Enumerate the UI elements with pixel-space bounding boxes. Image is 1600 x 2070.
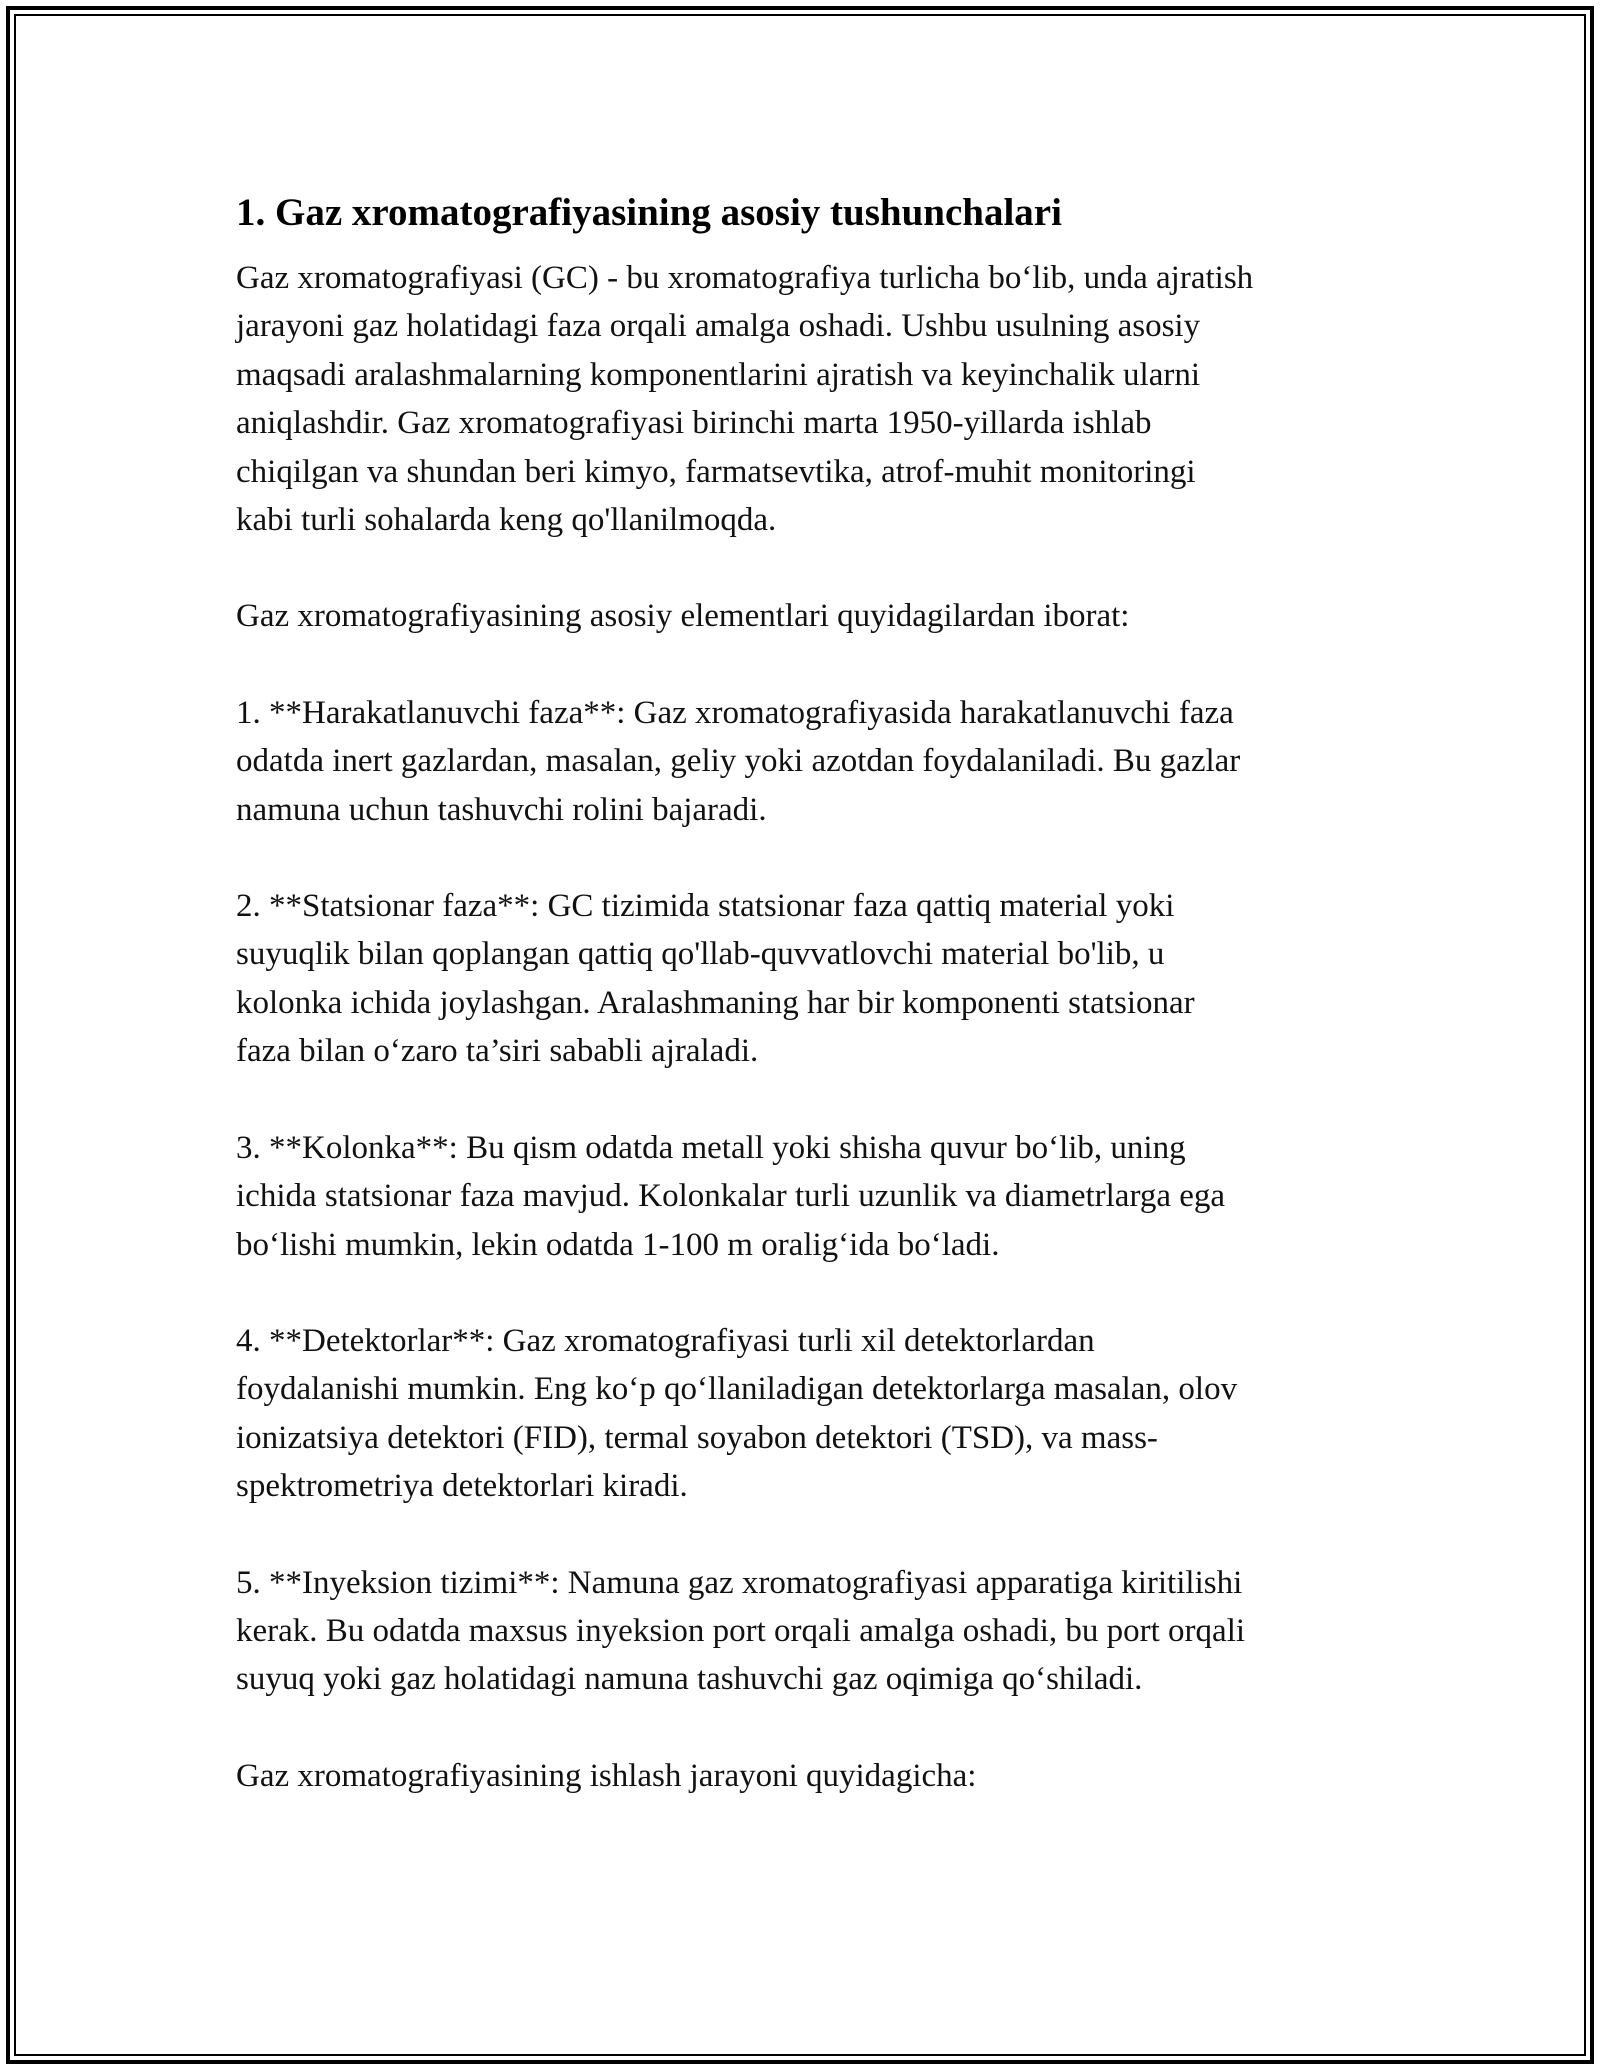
list-item-mobile-phase: 1. **Harakatlanuvchi faza**: Gaz xromatografiyasida harakatlanuvchi faza odatda inert gazlardan, masalan, geliy yoki azotdan foydalaniladi. Bu gazlar namuna uchun tashuvchi rolini bajaradi. <box>236 694 1241 828</box>
paragraph-elements-lead: Gaz xromatografiyasining asosiy elementlari quyidagilardan iborat: <box>236 598 1130 635</box>
list-item-injection-system: 5. **Inyeksion tizimi**: Namuna gaz xromatografiyasi apparatiga kiritilishi kerak. Bu odatda maxsus inyeksion port orqali amalga oshadi, bu port orqali suyuq yoki gaz holatidagi namuna tashuvchi gaz oqimiga qo‘shiladi. <box>236 1564 1246 1698</box>
section-heading: 1. Gaz xromatografiyasining asosiy tushunchalari <box>236 191 1062 234</box>
list-item-column: 3. **Kolonka**: Bu qism odatda metall yoki shisha quvur bo‘lib, uning ichida statsionar faza mavjud. Kolonkalar turli uzunlik va diametrlarga ega bo‘lishi mumkin, lekin odatda 1-100 m oralig‘ida bo‘ladi. <box>236 1129 1226 1263</box>
paragraph-process-lead: Gaz xromatografiyasining ishlash jarayoni quyidagicha: <box>236 1757 977 1794</box>
list-item-stationary-phase: 2. **Statsionar faza**: GC tizimida statsionar faza qattiq material yoki suyuqlik bilan qoplangan qattiq qo'llab-quvvatlovchi material bo'lib, u kolonka ichida joylashgan. Aralashmaning har bir komponenti statsionar faza bilan o‘zaro ta’siri sababli ajraladi. <box>236 888 1195 1070</box>
paragraph-intro: Gaz xromatografiyasi (GC) - bu xromatografiya turlicha bo‘lib, unda ajratish jarayoni gaz holatidagi faza orqali amalga oshadi. Ushbu usulning asosiy maqsadi aralashmalarning komponentlarini ajratish va keyinchalik ularni aniqlashdir. Gaz xromatografiyasi birinchi marta 1950-yillarda ishlab chiqilgan va shundan beri kimyo, farmatsevtika, atrof-muhit monitoringi kabi turli sohalarda keng qo'llanilmoqda. <box>236 260 1254 539</box>
list-item-detectors: 4. **Detektorlar**: Gaz xromatografiyasi turli xil detektorlardan foydalanishi mumkin. Eng ko‘p qo‘llaniladigan detektorlarga masalan, olov ionizatsiya detektori (FID), termal soyabon detektori (TSD), va mass- spektrometriya detektorlari kiradi. <box>236 1322 1238 1505</box>
document-body <box>236 186 1386 1848</box>
